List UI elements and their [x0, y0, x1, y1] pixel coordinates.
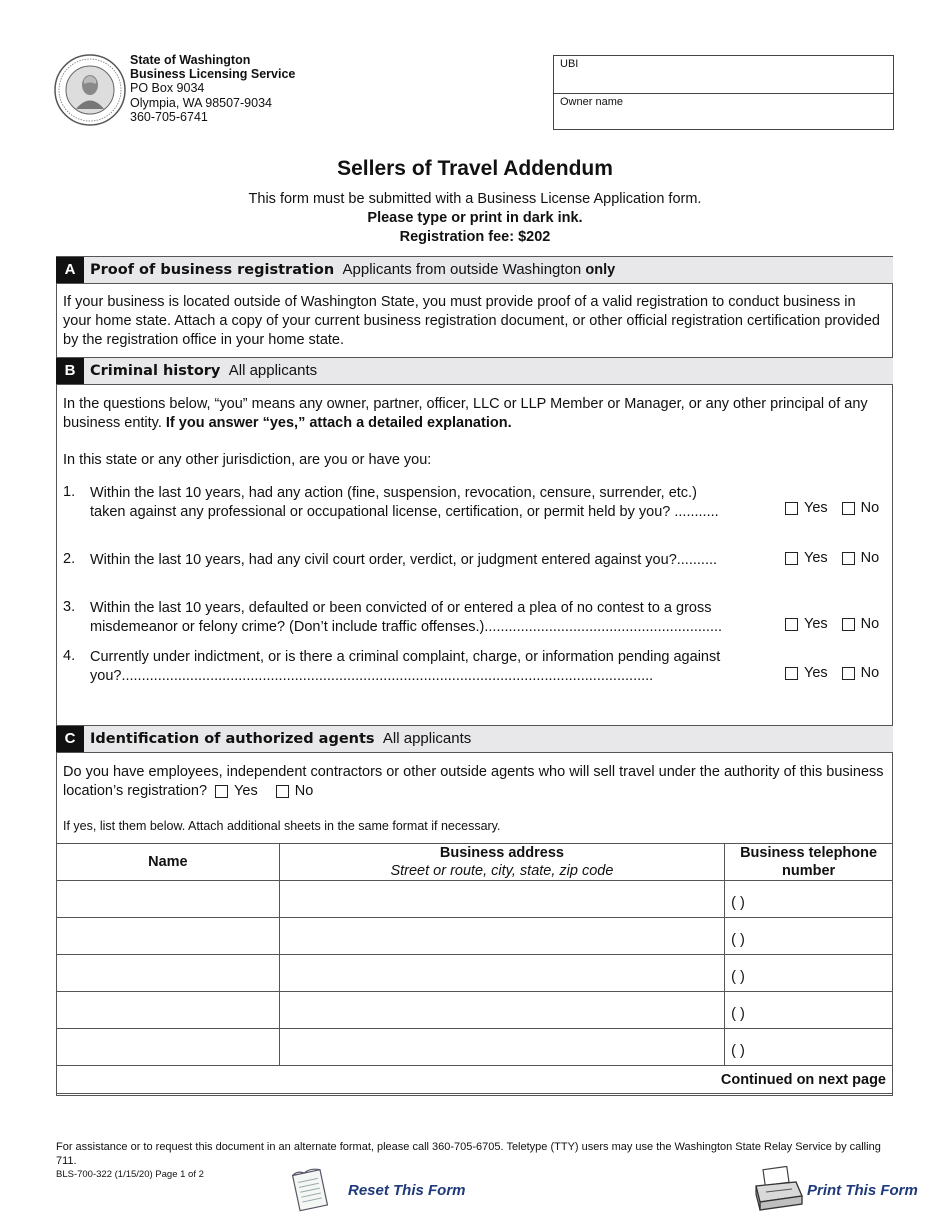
notepad-icon	[288, 1166, 334, 1214]
col-address-subtitle: Street or route, city, state, zip code	[390, 863, 614, 879]
question-3-text	[90, 599, 768, 637]
continued-note: Continued on next page	[57, 1066, 893, 1094]
agent-name-cell[interactable]	[57, 881, 280, 918]
agent-name-cell[interactable]	[57, 992, 280, 1029]
question-1-text	[90, 484, 768, 522]
question-2-text	[90, 551, 768, 570]
question-2-yes-checkbox[interactable]	[785, 552, 798, 565]
printer-icon	[752, 1166, 804, 1214]
question-4-text	[90, 648, 768, 686]
agents-no-checkbox[interactable]	[276, 785, 289, 798]
agent-address-cell[interactable]	[279, 881, 724, 918]
agency-phone: 360-705-6741	[130, 109, 208, 124]
col-phone-header: Business telephone number	[725, 844, 893, 881]
question-2-number: 2.	[63, 551, 76, 567]
section-a-letter: A	[56, 257, 84, 283]
question-1-line2: taken against any professional or occupational license, certification, or permit held by you? ...........	[90, 504, 719, 520]
form-instructions	[0, 190, 950, 247]
section-b-title: Criminal history	[90, 363, 221, 379]
agent-phone-cell[interactable]: ( )	[725, 1029, 893, 1066]
table-row	[57, 1029, 893, 1066]
agent-address-cell[interactable]	[279, 1029, 724, 1066]
question-1-line1: Within the last 10 years, had any action (fine, suspension, revocation, censure, surrender, etc.)	[90, 485, 697, 501]
assistance-note: For assistance or to request this document in an alternate format, please call 360-705-6705. Teletype (TTY) users may use the Washington State Relay Service by calling 711.	[56, 1141, 881, 1167]
agent-phone-cell[interactable]: ( )	[725, 881, 893, 918]
question-3-no-label: No	[860, 616, 880, 632]
agency-address	[130, 53, 295, 124]
agents-yes-checkbox[interactable]	[215, 785, 228, 798]
section-b-intro-text: In the questions below, “you” means any owner, partner, officer, LLC or LLP Member or Manager, or any other principal of any business entity.	[63, 396, 868, 431]
question-2-line1: Within the last 10 years, had any civil court order, verdict, or judgment entered against you?..........	[90, 552, 718, 568]
section-b-header	[56, 357, 893, 385]
section-a-body: If your business is located outside of Washington State, you must provide proof of a valid registration to conduct business in your home state. Attach a copy of your current business registration document, or other official registration certification provided by the registration office in your home state.	[63, 294, 880, 348]
question-4-yes-checkbox[interactable]	[785, 667, 798, 680]
section-a-header	[56, 256, 893, 284]
question-2-no-checkbox[interactable]	[842, 552, 855, 565]
form-code: BLS-700-322 (1/15/20) Page 1 of 2	[56, 1169, 204, 1180]
print-form-button[interactable]	[752, 1166, 918, 1214]
reset-form-label: Reset This Form	[348, 1181, 466, 1199]
section-c-subtitle: All applicants	[382, 730, 472, 747]
col-name-header: Name	[57, 844, 280, 881]
question-4-no-label: No	[860, 665, 880, 681]
question-2-answer	[785, 550, 879, 566]
ubi-label: UBI	[560, 58, 579, 70]
question-4-no-checkbox[interactable]	[842, 667, 855, 680]
question-3-yes-label: Yes	[804, 616, 828, 632]
section-c-question	[63, 763, 887, 801]
question-3-no-checkbox[interactable]	[842, 618, 855, 631]
agent-phone-cell[interactable]: ( )	[725, 992, 893, 1029]
agents-table-header	[57, 844, 893, 881]
question-1-answer	[785, 500, 879, 516]
instruction-submit: This form must be submitted with a Business License Application form.	[248, 191, 702, 207]
agent-address-cell[interactable]	[279, 992, 724, 1029]
agent-name-cell[interactable]	[57, 955, 280, 992]
section-b-intro	[63, 395, 887, 433]
id-box	[553, 55, 894, 130]
table-row	[57, 992, 893, 1029]
question-4-line1: Currently under indictment, or is there a criminal complaint, charge, or information pending against	[90, 649, 721, 665]
owner-name-label: Owner name	[560, 96, 623, 108]
agent-address-cell[interactable]	[279, 918, 724, 955]
question-1-yes-checkbox[interactable]	[785, 502, 798, 515]
agency-po-box: PO Box 9034	[130, 81, 205, 96]
table-row	[57, 918, 893, 955]
question-2-no-label: No	[860, 550, 880, 566]
section-a-subtitle-only: only	[585, 262, 616, 278]
question-2-yes-label: Yes	[804, 550, 828, 566]
question-3-number: 3.	[63, 599, 76, 615]
section-c-note: If yes, list them below. Attach additional sheets in the same format if necessary.	[63, 819, 501, 833]
state-seal-icon	[54, 54, 126, 126]
agent-phone-cell[interactable]: ( )	[725, 918, 893, 955]
section-c-title: Identification of authorized agents	[90, 731, 375, 747]
question-3-line1: Within the last 10 years, defaulted or been convicted of or entered a plea of no contest to a gross	[90, 600, 712, 616]
question-1-no-checkbox[interactable]	[842, 502, 855, 515]
question-4-number: 4.	[63, 648, 76, 664]
agent-name-cell[interactable]	[57, 1029, 280, 1066]
agent-name-cell[interactable]	[57, 918, 280, 955]
table-footer-row	[57, 1066, 893, 1094]
agency-division: Business Licensing Service	[130, 67, 296, 82]
agency-name: State of Washington	[130, 53, 251, 67]
question-3-line2: misdemeanor or felony crime? (Don’t include traffic offenses.)...........................................................	[90, 619, 723, 635]
col-address-header	[279, 844, 724, 881]
ubi-field[interactable]	[554, 56, 893, 93]
question-1-yes-label: Yes	[804, 500, 828, 516]
section-b-lead: In this state or any other jurisdiction, are you or have you:	[63, 452, 432, 468]
section-b-subtitle: All applicants	[228, 362, 318, 379]
section-b-letter: B	[56, 358, 84, 384]
form-title: Sellers of Travel Addendum	[337, 157, 613, 180]
question-4-yes-label: Yes	[804, 665, 828, 681]
print-form-label: Print This Form	[807, 1181, 918, 1199]
question-4-line2: you?....................................................................................................................................	[90, 668, 654, 684]
registration-fee: Registration fee: $202	[399, 229, 551, 245]
section-c-header	[56, 725, 893, 753]
agents-table	[56, 843, 893, 1094]
agency-city: Olympia, WA 98507-9034	[130, 95, 272, 110]
owner-name-field[interactable]	[554, 93, 893, 130]
section-a-title: Proof of business registration	[90, 262, 335, 278]
reset-form-button[interactable]	[288, 1166, 466, 1214]
section-b-intro-bold: If you answer “yes,” attach a detailed explanation.	[165, 415, 512, 431]
col-address-title: Business address	[439, 845, 564, 861]
question-1-number: 1.	[63, 484, 76, 500]
question-3-yes-checkbox[interactable]	[785, 618, 798, 631]
section-c-letter: C	[56, 726, 84, 752]
agents-yes-label: Yes	[234, 783, 258, 799]
agent-phone-cell[interactable]: ( )	[725, 955, 893, 992]
instruction-ink: Please type or print in dark ink.	[367, 210, 583, 226]
question-1-no-label: No	[860, 500, 880, 516]
agents-question-text: Do you have employees, independent contractors or other outside agents who will sell travel under the authority of this business location’s registration?	[63, 764, 884, 799]
table-row	[57, 881, 893, 918]
question-4-answer	[785, 665, 879, 681]
section-a-subtitle: Applicants from outside Washington	[342, 261, 586, 278]
agent-address-cell[interactable]	[279, 955, 724, 992]
table-row	[57, 955, 893, 992]
agents-no-label: No	[294, 783, 314, 799]
question-3-answer	[785, 616, 879, 632]
